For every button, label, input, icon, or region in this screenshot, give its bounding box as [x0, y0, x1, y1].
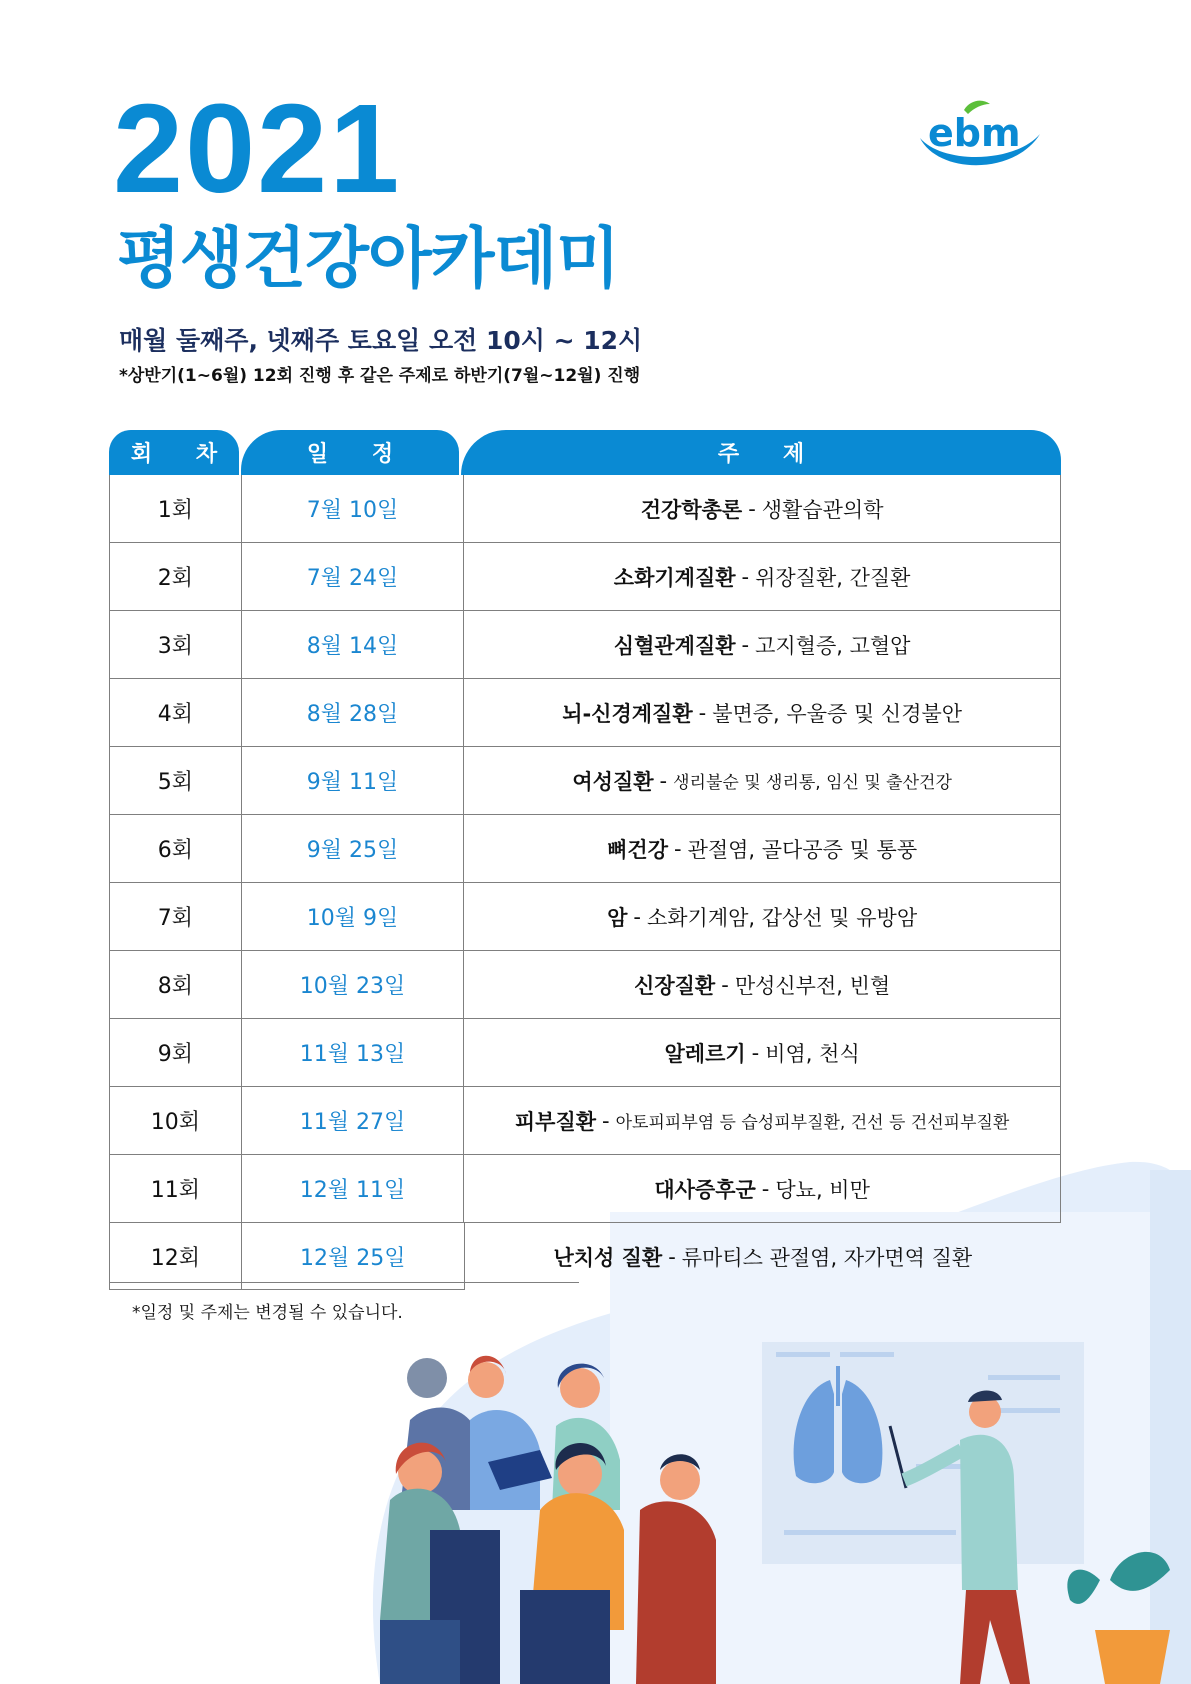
topic-title: 알레르기: [664, 1041, 746, 1066]
table-header: [109, 430, 1061, 475]
ebm-logo: [918, 100, 1044, 180]
table-row: [109, 1155, 1061, 1223]
topic-description: 류마티스 관절염, 자가면역 질환: [681, 1245, 973, 1270]
topic-separator: -: [761, 1176, 770, 1201]
topic-separator: -: [659, 768, 668, 793]
footnote: *일정 및 주제는 변경될 수 있습니다.: [132, 1303, 403, 1323]
topic-separator: -: [668, 1244, 676, 1269]
table-bottom-border: [109, 1282, 579, 1283]
topic-separator: -: [602, 1108, 610, 1133]
session-date: 8월 28일: [241, 679, 464, 746]
session-number: 1회: [109, 475, 241, 542]
session-date: 7월 24일: [241, 543, 464, 610]
session-date: 9월 11일: [241, 747, 464, 814]
table-row: [109, 815, 1061, 883]
topic-separator: -: [633, 904, 641, 929]
session-number: 5회: [109, 747, 241, 814]
session-topic: [463, 1155, 1061, 1222]
topic-title: 뼈건강: [607, 837, 668, 862]
schedule-table: [109, 430, 1061, 1290]
table-row: [109, 883, 1061, 951]
topic-title: 뇌-신경계질환: [562, 701, 693, 726]
session-number: 4회: [109, 679, 241, 746]
header-topic: 주 제: [461, 430, 1061, 475]
session-topic: [463, 951, 1061, 1018]
session-number: 7회: [109, 883, 241, 950]
topic-title: 암: [607, 905, 628, 930]
session-topic: [463, 883, 1061, 950]
session-date: 10월 9일: [241, 883, 464, 950]
topic-separator: -: [741, 564, 750, 589]
session-number: 2회: [109, 543, 241, 610]
topic-description: 고지혈증, 고혈압: [755, 633, 911, 658]
schedule-subtitle: 매월 둘째주, 넷째주 토요일 오전 10시 ~ 12시: [119, 326, 643, 355]
topic-description: 당뇨, 비만: [775, 1177, 870, 1202]
topic-description: 소화기계암, 갑상선 및 유방암: [646, 905, 918, 930]
year-heading: 2021: [113, 78, 402, 219]
session-topic: [463, 815, 1061, 882]
session-topic: [463, 543, 1061, 610]
session-topic: [463, 1087, 1061, 1154]
topic-title: 소화기계질환: [613, 565, 736, 590]
table-body: [109, 475, 1061, 1290]
topic-separator: -: [751, 1040, 760, 1065]
session-topic: [463, 611, 1061, 678]
topic-description: 위장질환, 간질환: [755, 565, 911, 590]
table-row: [109, 679, 1061, 747]
session-date: 12월 11일: [241, 1155, 464, 1222]
header-date: 일 정: [241, 430, 459, 475]
topic-description: 관절염, 골다공증 및 통풍: [687, 837, 918, 862]
session-date: 7월 10일: [241, 475, 464, 542]
topic-title: 여성질환: [572, 769, 654, 794]
topic-separator: -: [673, 836, 682, 861]
page-title: 평생건강아카데미: [117, 220, 620, 297]
table-row: [109, 543, 1061, 611]
table-row: [109, 611, 1061, 679]
table-row: [109, 475, 1061, 543]
session-topic: [463, 747, 1061, 814]
session-date: 11월 27일: [241, 1087, 464, 1154]
session-date: 10월 23일: [241, 951, 464, 1018]
session-number: 12회: [109, 1223, 241, 1290]
session-number: 8회: [109, 951, 241, 1018]
session-topic: [464, 1223, 1061, 1290]
session-date: 11월 13일: [241, 1019, 464, 1086]
topic-description: 비염, 천식: [765, 1041, 860, 1066]
table-row: [109, 747, 1061, 815]
session-date: 8월 14일: [241, 611, 464, 678]
session-date: 12월 25일: [241, 1223, 464, 1290]
session-number: 6회: [109, 815, 241, 882]
session-number: 9회: [109, 1019, 241, 1086]
topic-description: 생활습관의학: [761, 497, 884, 522]
table-row: [109, 951, 1061, 1019]
svg-text:ebm: ebm: [928, 111, 1021, 155]
session-number: 10회: [109, 1087, 241, 1154]
topic-description: 만성신부전, 빈혈: [734, 973, 891, 998]
topic-title: 심혈관계질환: [613, 633, 736, 658]
topic-title: 대사증후군: [654, 1177, 756, 1202]
session-topic: [463, 679, 1061, 746]
table-row: [109, 1223, 1061, 1290]
topic-description: 불면증, 우울증 및 신경불안: [712, 701, 963, 726]
topic-separator: -: [698, 700, 707, 725]
header-session: 회 차: [109, 430, 239, 475]
topic-title: 난치성 질환: [553, 1245, 663, 1270]
session-date: 9월 25일: [241, 815, 464, 882]
table-row: [109, 1087, 1061, 1155]
session-number: 11회: [109, 1155, 241, 1222]
topic-title: 신장질환: [634, 973, 716, 998]
topic-title: 건강학총론: [640, 497, 743, 522]
topic-description: 생리불순 및 생리통, 임신 및 출산건강: [673, 773, 952, 793]
topic-separator: -: [721, 972, 729, 997]
session-topic: [463, 1019, 1061, 1086]
schedule-note: *상반기(1~6월) 12회 진행 후 같은 주제로 하반기(7월~12월) 진행: [119, 366, 641, 386]
topic-separator: -: [748, 496, 756, 521]
session-topic: [463, 475, 1061, 542]
topic-title: 피부질환: [514, 1109, 597, 1134]
table-row: [109, 1019, 1061, 1087]
session-number: 3회: [109, 611, 241, 678]
topic-separator: -: [741, 632, 750, 657]
topic-description: 아토피피부염 등 습성피부질환, 건선 등 건선피부질환: [615, 1113, 1010, 1133]
